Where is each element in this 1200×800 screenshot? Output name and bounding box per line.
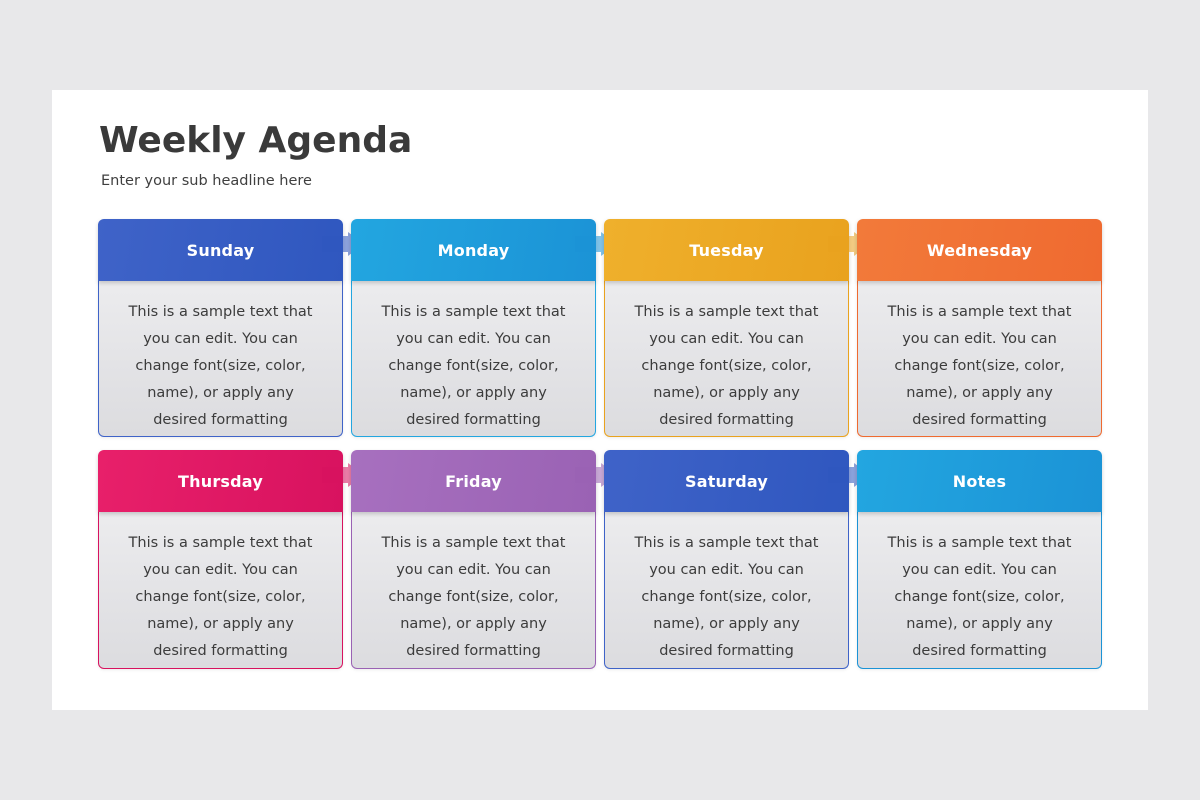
slide-canvas [52,90,1148,710]
agenda-card-header[interactable] [351,219,596,281]
agenda-card-body [351,281,596,437]
agenda-card-label: Tuesday [689,240,764,260]
agenda-card-label: Thursday [178,471,263,491]
agenda-card-header[interactable] [351,450,596,512]
agenda-card-label: Sunday [186,240,255,260]
agenda-card-thursday[interactable] [98,450,343,669]
agenda-card-label: Friday [445,471,502,491]
agenda-card-label: Notes [952,471,1007,491]
agenda-card-label: Wednesday [926,240,1033,260]
agenda-card-text: This is a sample text that you can edit. You can change font(size, color, name), or apply any desired formatting [887,535,1072,659]
agenda-card-header[interactable] [98,219,343,281]
agenda-card-body [604,512,849,669]
agenda-card-header[interactable] [857,450,1102,512]
agenda-card-sunday[interactable] [98,219,343,437]
agenda-card-saturday[interactable] [604,450,849,669]
agenda-card-header[interactable] [98,450,343,512]
agenda-card-body [98,512,343,669]
agenda-card-body [857,281,1102,437]
agenda-card-header[interactable] [857,219,1102,281]
agenda-card-header[interactable] [604,219,849,281]
agenda-card-header[interactable] [604,450,849,512]
agenda-card-text: This is a sample text that you can edit. You can change font(size, color, name), or apply any desired formatting [381,304,566,428]
agenda-card-wednesday[interactable] [857,219,1102,437]
agenda-card-notes[interactable] [857,450,1102,669]
agenda-card-label: Monday [437,240,510,260]
agenda-card-text: This is a sample text that you can edit. You can change font(size, color, name), or apply any desired formatting [128,535,313,659]
agenda-card-body [98,281,343,437]
agenda-card-text: This is a sample text that you can edit. You can change font(size, color, name), or apply any desired formatting [381,535,566,659]
agenda-card-monday[interactable] [351,219,596,437]
agenda-card-friday[interactable] [351,450,596,669]
agenda-card-label: Saturday [684,471,769,491]
agenda-grid [98,219,1102,669]
agenda-row-2 [98,450,1102,669]
agenda-card-text: This is a sample text that you can edit. You can change font(size, color, name), or apply any desired formatting [634,535,819,659]
page-title: Weekly Agenda [99,120,413,161]
agenda-card-tuesday[interactable] [604,219,849,437]
agenda-card-body [604,281,849,437]
page-subtitle: Enter your sub headline here [101,173,312,189]
agenda-card-text: This is a sample text that you can edit. You can change font(size, color, name), or apply any desired formatting [634,304,819,428]
agenda-card-body [351,512,596,669]
agenda-card-text: This is a sample text that you can edit. You can change font(size, color, name), or apply any desired formatting [128,304,313,428]
agenda-card-body [857,512,1102,669]
agenda-card-text: This is a sample text that you can edit. You can change font(size, color, name), or apply any desired formatting [887,304,1072,428]
agenda-row-1 [98,219,1102,437]
